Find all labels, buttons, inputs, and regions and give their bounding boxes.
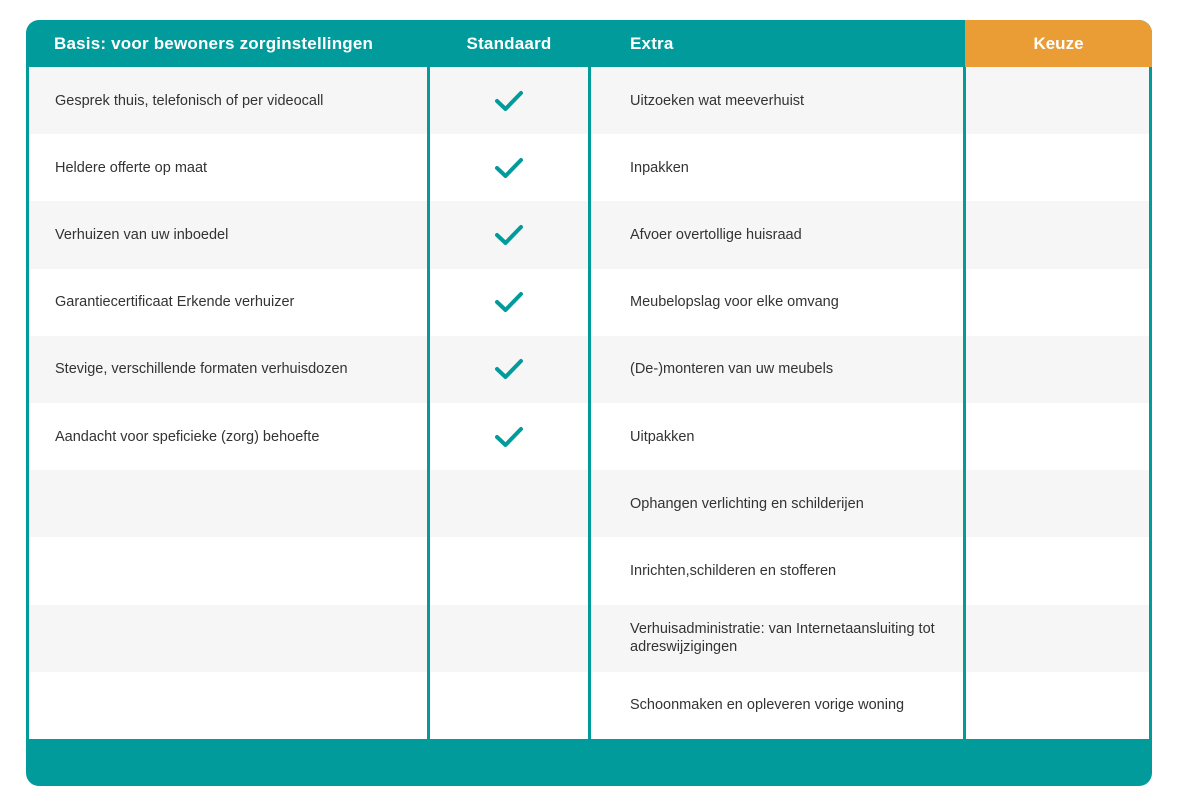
basis-row [29,67,427,134]
extra-item: Afvoer overtollige huisraad [630,227,802,243]
header-basis: Basis: voor bewoners zorginstellingen [54,33,374,53]
extra-row [591,269,963,336]
keuze-cell[interactable] [966,605,1149,672]
basis-column [29,67,427,739]
checkmark-icon [494,224,524,246]
extra-row [591,67,963,134]
extra-column [591,67,963,739]
basis-row [29,201,427,268]
keuze-cell[interactable] [966,67,1149,134]
checkmark-icon [494,291,524,313]
keuze-cell[interactable] [966,134,1149,201]
keuze-cell[interactable] [966,537,1149,604]
basis-row [29,336,427,403]
checkmark-icon [494,358,524,380]
extra-row [591,470,963,537]
extra-item: Ophangen verlichting en schilderijen [630,495,864,512]
extra-item: Schoonmaken en opleveren vorige woning [630,697,905,714]
keuze-cell[interactable] [966,201,1149,268]
basis-row [29,134,427,201]
standaard-row-empty [430,470,588,537]
basis-row-empty [29,537,427,604]
standaard-row [430,134,588,201]
checkmark-icon [494,157,524,179]
extra-item: (De-)monteren van uw meubels [630,361,834,378]
standaard-column [430,67,588,739]
extra-item: Uitpakken [630,428,695,445]
checkmark-icon [494,90,524,112]
basis-row-empty [29,605,427,672]
service-comparison-table [26,20,1152,786]
extra-row [591,605,963,672]
extra-row [591,537,963,604]
standaard-row-empty [430,605,588,672]
checkmark-icon [494,426,524,448]
extra-row [591,336,963,403]
basis-row-empty [29,672,427,739]
extra-item: Meubelopslag voor elke omvang [630,294,839,311]
basis-item: Garantiecertificaat Erkende verhuizer [55,294,295,311]
standaard-row-empty [430,672,588,739]
keuze-cell[interactable] [966,672,1149,739]
keuze-cell[interactable] [966,336,1149,403]
basis-item: Aandacht voor speficieke (zorg) behoefte [55,428,320,445]
keuze-cell[interactable] [966,470,1149,537]
extra-row [591,672,963,739]
basis-row [29,403,427,470]
standaard-row [430,67,588,134]
keuze-column [966,67,1149,739]
standaard-row [430,403,588,470]
basis-row [29,269,427,336]
header-keuze: Keuze [965,20,1152,67]
extra-row [591,201,963,268]
keuze-cell[interactable] [966,403,1149,470]
basis-item: Stevige, verschillende formaten verhuisdozen [55,361,348,378]
basis-item: Heldere offerte op maat [55,159,208,176]
standaard-row [430,269,588,336]
header-standaard: Standaard [466,33,552,53]
extra-item: Uitzoeken wat meeverhuist [630,92,805,109]
extra-item: Inpakken [630,159,689,176]
basis-item: Gesprek thuis, telefonisch of per videocall [55,92,324,109]
extra-item: Verhuisadministratie: van Internetaansluiting tot adreswijzigingen [630,621,935,656]
keuze-cell[interactable] [966,269,1149,336]
basis-row-empty [29,470,427,537]
basis-item: Verhuizen van uw inboedel [55,227,229,243]
standaard-row [430,336,588,403]
extra-row [591,403,963,470]
extra-item: Inrichten,schilderen en stofferen [630,563,837,580]
extra-row [591,134,963,201]
header-extra: Extra [630,33,674,53]
standaard-row-empty [430,537,588,604]
standaard-row [430,201,588,268]
